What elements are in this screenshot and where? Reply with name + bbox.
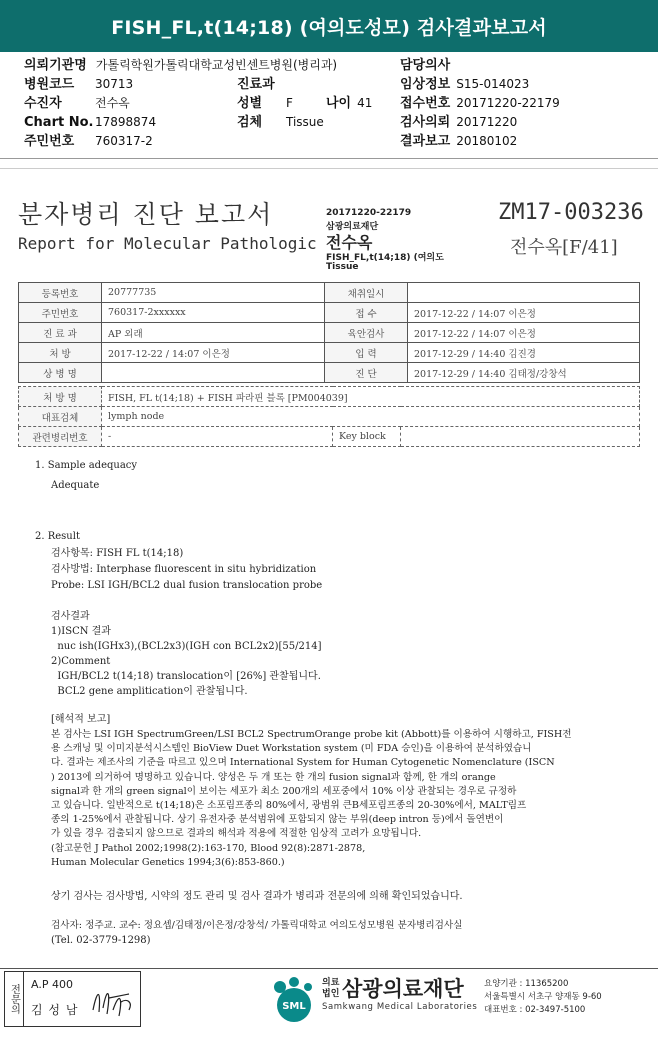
report-label: 결과보고 xyxy=(400,134,451,149)
age-value: 41 xyxy=(357,96,373,110)
interp-body xyxy=(51,728,572,870)
reg-label: 채취일시 xyxy=(325,283,408,303)
specimen-value: Tissue xyxy=(286,115,324,129)
tel-line: (Tel. 02-3779-1298) xyxy=(51,935,151,946)
report-title-ko: 분자병리 진단 보고서 xyxy=(18,200,274,229)
receipt-label: 접수번호 xyxy=(400,96,451,111)
result-item: 검사항목: FISH FL t(14;18) xyxy=(51,548,184,559)
reg-label: 등록번호 xyxy=(19,283,102,303)
table-row xyxy=(19,387,640,407)
interp-line: 가 있을 경우 검출되지 않으므로 결과의 해석과 적용에 적절한 임상적 고려가 요망됩니다. xyxy=(51,828,422,840)
id-label: 주민번호 xyxy=(24,134,75,149)
receipt-value: 20171220-22179 xyxy=(456,96,560,110)
interp-line: 다. 결과는 제조사의 기준을 따르고 있으며 International System for Human Cytogenetic Nomenclature (ISCN xyxy=(51,757,555,769)
order-value: FISH, FL t(14;18) + FISH 파라핀 블록 [PM004039] xyxy=(102,387,640,407)
label-org: 삼광의료재단 xyxy=(326,222,379,232)
specimen-rep-label: 대표검체 xyxy=(19,407,102,427)
header-divider xyxy=(0,158,658,159)
interp-line: 용 스캐닝 및 이미지분석시스템인 BioView Duet Workstation system (미 FDA 승인)을 이용하여 분석하였습니 xyxy=(51,743,532,755)
iscn-value: nuc ish(IGHx3),(BCL2x3)(IGH con BCL2x2)[55/214] xyxy=(51,641,322,652)
reg-label: 주민번호 xyxy=(19,303,102,323)
request-value: 20171220 xyxy=(456,115,518,129)
key-block-label: Key block xyxy=(333,427,401,447)
org-type xyxy=(322,978,339,1000)
table-row xyxy=(19,303,640,323)
label-test-name: FISH_FL,t(14;18) (여의도 xyxy=(326,253,444,263)
reg-value xyxy=(102,363,325,383)
interp-head: [해석적 보고] xyxy=(51,714,111,725)
org-phone: 대표번호 : 02-3497-5100 xyxy=(484,1005,586,1015)
org-addr: 서울특별시 서초구 양재동 9-60 xyxy=(484,992,602,1002)
reg-label: 입 력 xyxy=(325,343,408,363)
interp-line: Human Molecular Genetics 1994;3(6):853-860.) xyxy=(51,856,285,868)
institution-row xyxy=(24,55,337,73)
comment-line: IGH/BCL2 t(14;18) translocation이 [26%] 관찰됩니다. xyxy=(51,671,321,682)
related-path-label: 관련병리번호 xyxy=(19,427,102,447)
org-name: 삼광의료재단 xyxy=(342,977,464,1001)
dept-label: 진료과 xyxy=(237,77,275,92)
institution-value: 가톨릭학원가톨릭대학교성빈센트병원(병리과) xyxy=(95,58,338,72)
table-row xyxy=(19,427,640,447)
signature-stamp xyxy=(4,971,141,1027)
reg-value: 2017-12-22 / 14:07 이은정 xyxy=(408,323,640,343)
interp-line: signal과 한 개의 green signal이 보이는 세포가 최소 200개의 세포중에서 10% 이상 관찰되는 경우로 규정하 xyxy=(51,785,517,797)
patient-value: 전수옥 xyxy=(95,96,130,110)
reg-value: 2017-12-29 / 14:40 김진경 xyxy=(408,343,640,363)
specimen-rep-value: lymph node xyxy=(102,407,640,427)
comment-line: BCL2 gene amplitication이 관찰됩니다. xyxy=(51,686,248,697)
table-row xyxy=(19,343,640,363)
sml-logo-icon xyxy=(268,975,320,1027)
sex-label: 성별 xyxy=(237,96,263,111)
reg-value: 760317-2xxxxxx xyxy=(102,303,325,323)
examiner-line: 검사자: 정주교. 교수: 정요셉/김태정/이은정/강창석/ 가톨릭대학교 여의도성모병원 분자병리검사실 xyxy=(51,920,463,931)
doctor-label: 담당의사 xyxy=(400,58,451,73)
reg-label: 상 병 명 xyxy=(19,363,102,383)
org-name-en: Samkwang Medical Laboratories xyxy=(322,1002,478,1012)
id-value: 760317-2 xyxy=(95,134,153,148)
request-label: 검사의뢰 xyxy=(400,115,451,130)
clinical-value: S15-014023 xyxy=(456,77,530,91)
reg-label: 처 방 xyxy=(19,343,102,363)
registration-table xyxy=(18,282,640,383)
signature-icon xyxy=(89,980,135,1020)
interp-line: ) 2013에 의거하여 명명하고 있습니다. 양성은 두 개 또는 한 개의 fusion signal과 함께, 한 개의 orange xyxy=(51,771,496,783)
patient-tag: 전수옥[F/41] xyxy=(510,237,618,258)
interp-line: 고 있습니다. 일반적으로 t(14;18)은 소포림프종의 80%에서, 광범위 큰B세포림프종의 20-30%에서, MALT림프 xyxy=(51,800,527,812)
result-probe: Probe: LSI IGH/BCL2 dual fusion translocation probe xyxy=(51,580,323,591)
label-number: 20171220-22179 xyxy=(326,208,412,218)
reg-value: 2017-12-22 / 14:07 이은정 xyxy=(408,303,640,323)
table-row xyxy=(19,407,640,427)
table-row xyxy=(19,363,640,383)
org-type-1: 의료 xyxy=(322,978,340,988)
reg-label: 접 수 xyxy=(325,303,408,323)
sml-logo-text: SML xyxy=(282,1001,306,1012)
interp-line: (참고문헌 J Pathol 2002;1998(2):163-170, Blood 92(8):2871-2878, xyxy=(51,842,366,854)
section-sample-value: Adequate xyxy=(51,480,100,491)
reg-value xyxy=(408,283,640,303)
result-head: 검사결과 xyxy=(51,611,90,622)
interp-line: 본 검사는 LSI IGH SpectrumGreen/LSI BCL2 SpectrumOrange probe kit (Abbott)를 이용하여 시행하고, FISH전 xyxy=(51,729,572,740)
table-row xyxy=(19,283,640,303)
order-label: 처 방 명 xyxy=(19,387,102,407)
comment-head: 2)Comment xyxy=(51,656,111,667)
key-block-value xyxy=(401,427,640,447)
stamp-name: 김 성 남 xyxy=(31,1003,79,1017)
label-patient-name: 전수옥 xyxy=(326,233,373,252)
sex-value: F xyxy=(286,96,293,110)
report-title-en: Report for Molecular Pathologic xyxy=(18,234,317,253)
org-address xyxy=(484,978,602,1017)
institution-label: 의뢰기관명 xyxy=(24,58,87,73)
patient-label: 수진자 xyxy=(24,96,62,111)
age-label: 나이 xyxy=(326,96,352,111)
result-method: 검사방법: Interphase fluorescent in situ hybridization xyxy=(51,564,317,575)
clinical-label: 임상정보 xyxy=(400,77,451,92)
section-result-head: 2. Result xyxy=(35,531,80,542)
reg-value: 2017-12-22 / 14:07 이은정 xyxy=(102,343,325,363)
pathology-code: ZM17-003236 xyxy=(498,200,644,225)
section-sample-head: 1. Sample adequacy xyxy=(35,460,138,471)
reg-value: 2017-12-29 / 14:40 김태정/강창석 xyxy=(408,363,640,383)
iscn-head: 1)ISCN 결과 xyxy=(51,626,111,637)
related-path-value: - xyxy=(102,427,333,447)
label-specimen: Tissue xyxy=(326,262,359,272)
reg-label: 진 료 과 xyxy=(19,323,102,343)
chart-label: Chart No. xyxy=(24,115,94,130)
order-table xyxy=(18,386,640,447)
org-code: 요양기관 : 11365200 xyxy=(484,979,569,989)
reg-value: AP 외래 xyxy=(102,323,325,343)
hospital-code-label: 병원코드 xyxy=(24,77,75,92)
report-value: 20180102 xyxy=(456,134,518,148)
stamp-license: A.P 400 xyxy=(31,978,73,991)
hospital-code-value: 30713 xyxy=(95,77,134,91)
interp-line: 종의 1-25%에서 관찰됩니다. 상기 유전자중 분석범위에 포함되지 않는 부위(deep intron 등)에서 돌연변이 xyxy=(51,814,504,826)
reg-label: 진 단 xyxy=(325,363,408,383)
table-row xyxy=(19,323,640,343)
specimen-label: 검체 xyxy=(237,115,263,130)
footer-divider xyxy=(0,968,658,969)
stamp-side-label: 전문의 xyxy=(5,972,24,1026)
reg-value: 20777735 xyxy=(102,283,325,303)
org-type-2: 법인 xyxy=(322,989,340,999)
header-divider-light xyxy=(0,168,658,169)
reg-label: 육안검사 xyxy=(325,323,408,343)
confirm-line: 상기 검사는 검사방법, 시약의 정도 관리 및 검사 결과가 병리과 전문의에 의해 확인되었습니다. xyxy=(51,891,463,902)
chart-value: 17898874 xyxy=(95,115,157,129)
report-title-bar: FISH_FL,t(14;18) (여의도성모) 검사결과보고서 xyxy=(0,0,658,52)
